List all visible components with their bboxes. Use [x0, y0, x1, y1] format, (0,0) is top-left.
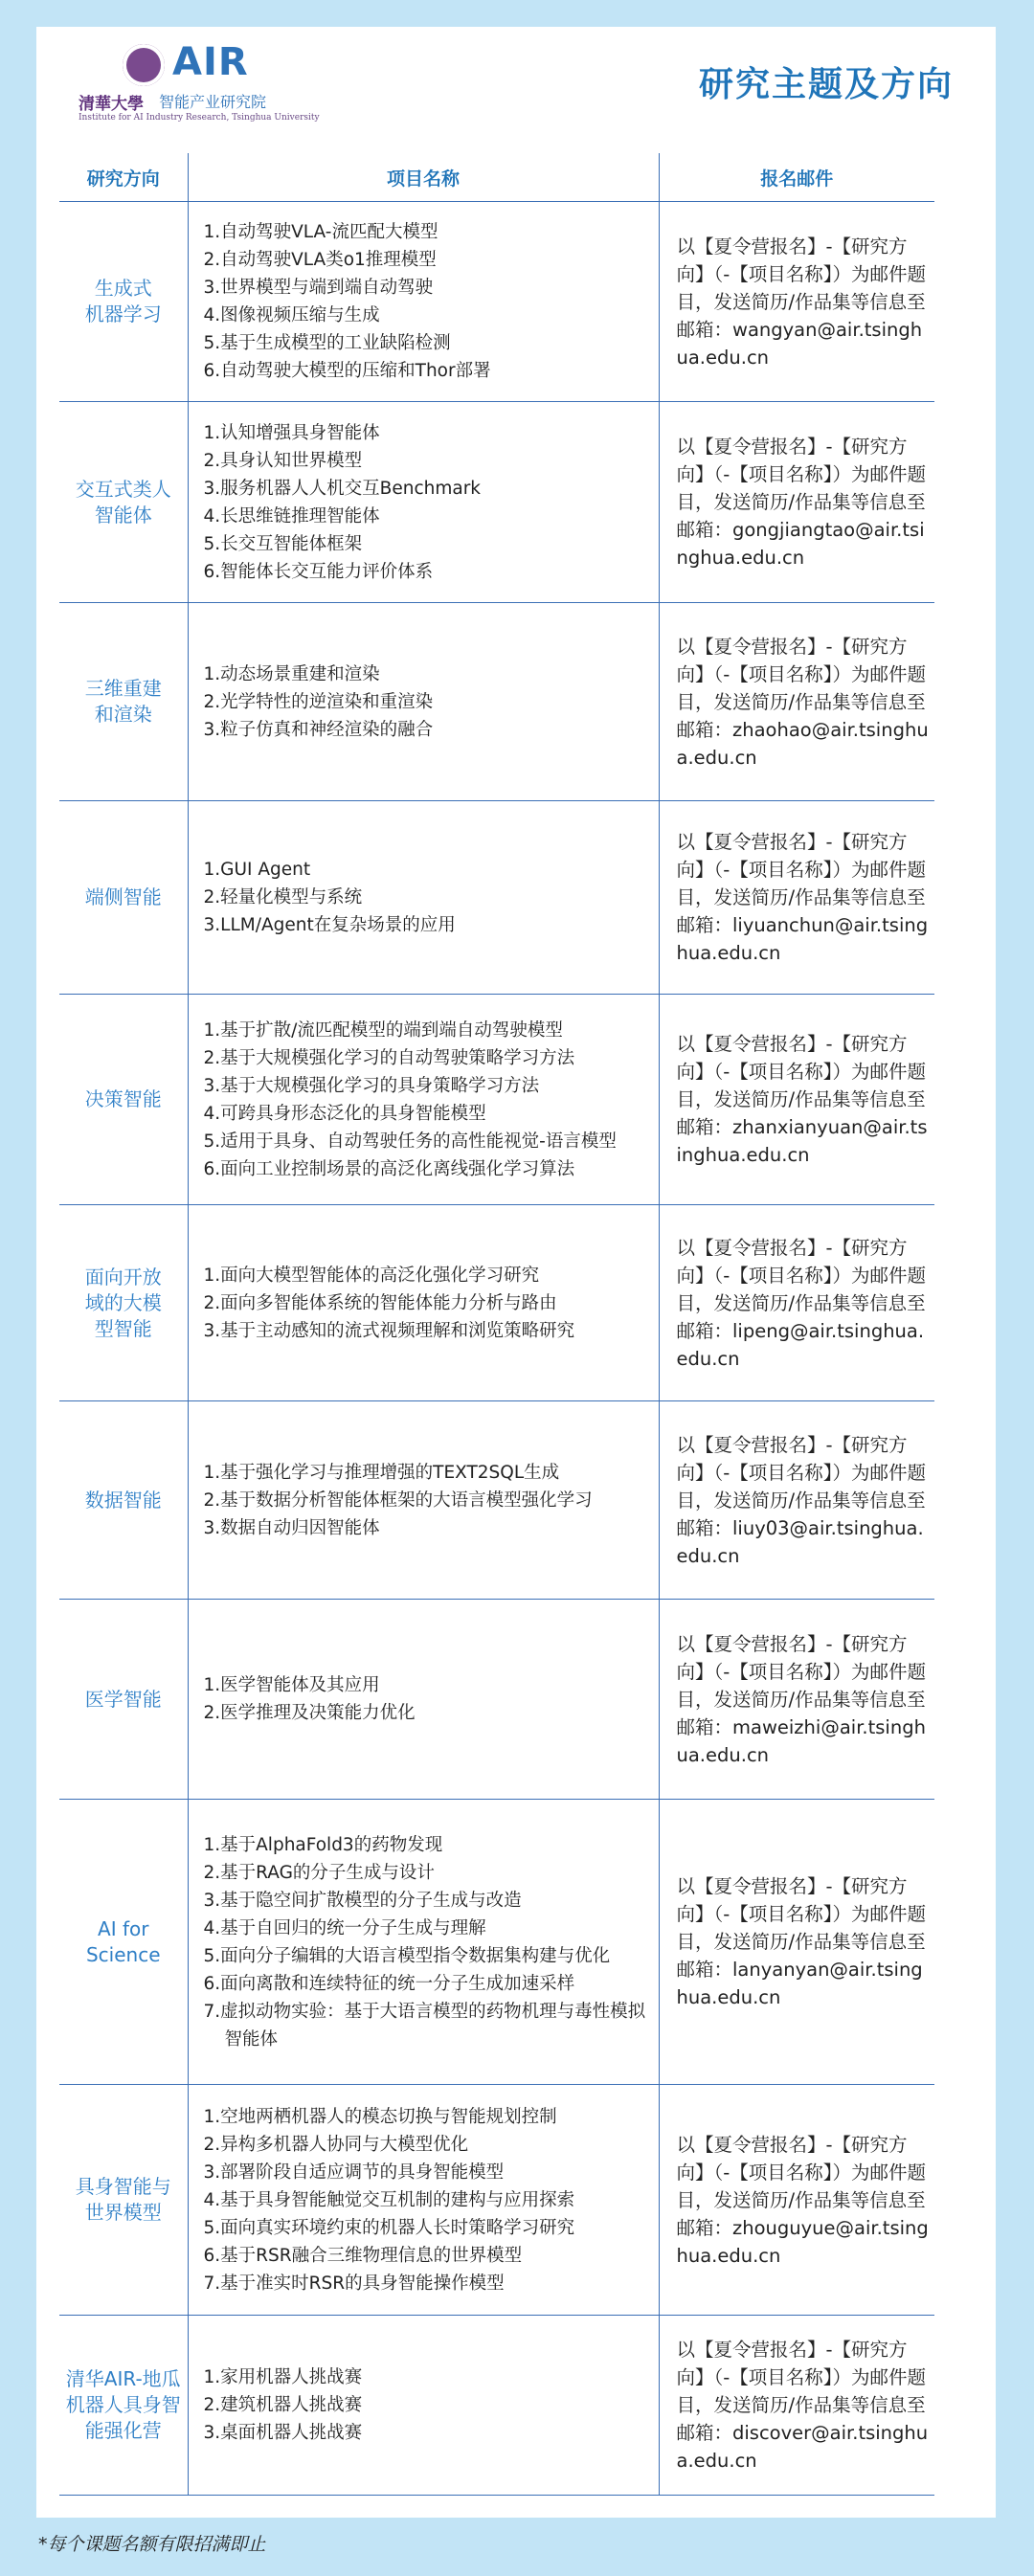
table-row: [59, 995, 934, 1205]
project-item: 2.面向多智能体系统的智能体能力分析与路由: [203, 1292, 557, 1313]
table-row: [59, 1600, 934, 1800]
project-item: 3.基于大规模强化学习的具身策略学习方法: [203, 1075, 540, 1096]
application-email-instructions: 以【夏令营报名】-【研究方向】（-【项目名称】）为邮件题目，发送简历/作品集等信息至邮箱：wangyan@air.tsinghua.edu.cn: [659, 202, 934, 402]
application-email-instructions: 以【夏令营报名】-【研究方向】（-【项目名称】）为邮件题目，发送简历/作品集等信息至邮箱：zhaohao@air.tsinghua.edu.cn: [659, 603, 934, 801]
project-item: 4.基于自回归的统一分子生成与理解: [203, 1917, 486, 1938]
project-item: 5.长交互智能体框架: [203, 533, 363, 554]
project-item: 5.面向分子编辑的大语言模型指令数据集构建与优化: [203, 1945, 611, 1966]
project-item: 1.GUI Agent: [203, 860, 311, 880]
project-item: 3.服务机器人人机交互Benchmark: [203, 478, 482, 499]
table-row: [59, 202, 934, 402]
application-email-instructions: 以【夏令营报名】-【研究方向】（-【项目名称】）为邮件题目，发送简历/作品集等信息至邮箱：maweizhi@air.tsinghua.edu.cn: [659, 1600, 934, 1800]
project-list: [189, 1831, 659, 2053]
table-row: [59, 1205, 934, 1401]
application-email-instructions: 以【夏令营报名】-【研究方向】（-【项目名称】）为邮件题目，发送简历/作品集等信息至邮箱：lanyanyan@air.tsinghua.edu.cn: [659, 1800, 934, 2085]
project-item: 3.数据自动归因智能体: [203, 1517, 380, 1538]
research-direction: 数据智能: [59, 1401, 188, 1600]
project-item: 6.基于RSR融合三维物理信息的世界模型: [203, 2245, 523, 2266]
project-item: 3.基于主动感知的流式视频理解和浏览策略研究: [203, 1320, 575, 1341]
table-row: [59, 2085, 934, 2316]
project-item: 3.部署阶段自适应调节的具身智能模型: [203, 2162, 505, 2183]
table-body: [59, 202, 934, 2496]
project-list-cell: [188, 402, 659, 603]
table-row: [59, 603, 934, 801]
project-item: 1.面向大模型智能体的高泛化强化学习研究: [203, 1265, 540, 1286]
project-list-cell: [188, 2316, 659, 2496]
project-item: 6.面向离散和连续特征的统一分子生成加速采样: [203, 1973, 575, 1994]
project-item: 3.粒子仿真和神经渲染的融合: [203, 719, 434, 740]
project-item: 2.异构多机器人协同与大模型优化: [203, 2134, 469, 2155]
research-direction: 决策智能: [59, 995, 188, 1205]
project-item: 6.面向工业控制场景的高泛化离线强化学习算法: [203, 1158, 575, 1179]
research-direction: 端侧智能: [59, 801, 188, 995]
project-item: 1.空地两栖机器人的模态切换与智能规划控制: [203, 2106, 557, 2127]
table-row: [59, 402, 934, 603]
research-direction: AI for Science: [59, 1800, 188, 2085]
project-item: 1.认知增强具身智能体: [203, 422, 380, 443]
project-list-cell: [188, 1600, 659, 1800]
application-email-instructions: 以【夏令营报名】-【研究方向】（-【项目名称】）为邮件题目，发送简历/作品集等信息至邮箱：zhanxianyuan@air.tsinghua.edu.cn: [659, 995, 934, 1205]
table-row: [59, 1800, 934, 2085]
project-list-cell: [188, 801, 659, 995]
project-item: 1.医学智能体及其应用: [203, 1675, 380, 1695]
application-email-instructions: 以【夏令营报名】-【研究方向】（-【项目名称】）为邮件题目，发送简历/作品集等信息至邮箱：lipeng@air.tsinghua.edu.cn: [659, 1205, 934, 1401]
logo-institute-cn: 智能产业研究院: [159, 93, 267, 111]
project-item: 2.具身认知世界模型: [203, 450, 363, 471]
application-email-instructions: 以【夏令营报名】-【研究方向】（-【项目名称】）为邮件题目，发送简历/作品集等信息至邮箱：discover@air.tsinghua.edu.cn: [659, 2316, 934, 2496]
footnote: *每个课题名额有限招满即止: [38, 2534, 266, 2555]
research-direction: 生成式 机器学习: [59, 202, 188, 402]
research-direction: 面向开放 域的大模 型智能: [59, 1205, 188, 1401]
project-item: 3.LLM/Agent在复杂场景的应用: [203, 915, 456, 935]
research-direction: 交互式类人 智能体: [59, 402, 188, 603]
application-email-instructions: 以【夏令营报名】-【研究方向】（-【项目名称】）为邮件题目，发送简历/作品集等信息至邮箱：gongjiangtao@air.tsinghua.edu.cn: [659, 402, 934, 603]
application-email-instructions: 以【夏令营报名】-【研究方向】（-【项目名称】）为邮件题目，发送简历/作品集等信息至邮箱：zhouguyue@air.tsinghua.edu.cn: [659, 2085, 934, 2316]
logo-university: 清華大學: [79, 95, 144, 114]
table-row: [59, 801, 934, 995]
column-header-project: 项目名称: [188, 153, 659, 202]
project-list-cell: [188, 1401, 659, 1600]
project-item: 1.自动驾驶VLA-流匹配大模型: [203, 222, 438, 242]
column-header-direction: 研究方向: [59, 153, 188, 202]
research-direction: 医学智能: [59, 1600, 188, 1800]
table-row: [59, 1401, 934, 1600]
project-list: [189, 1017, 659, 1183]
column-header-email: 报名邮件: [659, 153, 934, 202]
project-list: [189, 1671, 659, 1727]
project-item: 7.虚拟动物实验：基于大语言模型的药物机理与毒性模拟智能体: [203, 2001, 646, 2050]
project-list-cell: [188, 1800, 659, 2085]
project-item: 2.建筑机器人挑战赛: [203, 2395, 363, 2415]
research-topics-table: [59, 153, 934, 2496]
project-item: 1.基于AlphaFold3的药物发现: [203, 1834, 443, 1855]
project-item: 6.智能体长交互能力评价体系: [203, 561, 434, 582]
project-item: 4.可跨具身形态泛化的具身智能模型: [203, 1103, 486, 1124]
project-item: 1.家用机器人挑战赛: [203, 2367, 363, 2387]
project-item: 2.基于数据分析智能体框架的大语言模型强化学习: [203, 1490, 593, 1511]
project-item: 2.轻量化模型与系统: [203, 887, 363, 907]
project-item: 2.光学特性的逆渲染和重渲染: [203, 691, 434, 712]
project-item: 6.自动驾驶大模型的压缩和Thor部署: [203, 361, 491, 381]
research-direction: 清华AIR-地瓜 机器人具身智 能强化营: [59, 2316, 188, 2496]
research-direction: 具身智能与 世界模型: [59, 2085, 188, 2316]
logo-brand: AIR: [172, 40, 249, 84]
project-item: 2.基于RAG的分子生成与设计: [203, 1862, 435, 1883]
project-list: [189, 2363, 659, 2447]
project-item: 7.基于准实时RSR的具身智能操作模型: [203, 2273, 505, 2294]
project-list: [189, 661, 659, 744]
project-item: 1.基于强化学习与推理增强的TEXT2SQL生成: [203, 1462, 560, 1483]
logo-institute-en: Institute for AI Industry Research, Tsinghua University: [79, 113, 320, 123]
project-item: 1.基于扩散/流匹配模型的端到端自动驾驶模型: [203, 1019, 563, 1041]
research-direction: 三维重建 和渲染: [59, 603, 188, 801]
project-list-cell: [188, 2085, 659, 2316]
project-list: [189, 419, 659, 586]
project-item: 2.医学推理及决策能力优化: [203, 1703, 416, 1723]
project-list-cell: [188, 995, 659, 1205]
project-item: 5.适用于具身、自动驾驶任务的高性能视觉-语言模型: [203, 1131, 617, 1152]
project-item: 3.基于隐空间扩散模型的分子生成与改造: [203, 1890, 522, 1911]
project-list: [189, 1459, 659, 1542]
project-item: 4.长思维链推理智能体: [203, 505, 380, 526]
project-item: 5.基于生成模型的工业缺陷检测: [203, 333, 451, 353]
project-list-cell: [188, 1205, 659, 1401]
project-item: 3.世界模型与端到端自动驾驶: [203, 278, 434, 298]
project-list: [189, 218, 659, 385]
page-header: [36, 27, 996, 144]
project-list-cell: [188, 603, 659, 801]
table-row: [59, 2316, 934, 2496]
project-list-cell: [188, 202, 659, 402]
table-header-row: [59, 153, 934, 202]
project-item: 1.动态场景重建和渲染: [203, 663, 380, 684]
project-item: 3.桌面机器人挑战赛: [203, 2423, 363, 2443]
project-list: [189, 856, 659, 939]
project-item: 2.自动驾驶VLA类o1推理模型: [203, 250, 437, 270]
application-email-instructions: 以【夏令营报名】-【研究方向】（-【项目名称】）为邮件题目，发送简历/作品集等信息至邮箱：liuy03@air.tsinghua.edu.cn: [659, 1401, 934, 1600]
page-title: 研究主题及方向: [698, 65, 954, 104]
tsinghua-seal-icon: [123, 44, 165, 86]
project-list: [189, 2103, 659, 2297]
application-email-instructions: 以【夏令营报名】-【研究方向】（-【项目名称】）为邮件题目，发送简历/作品集等信息至邮箱：liyuanchun@air.tsinghua.edu.cn: [659, 801, 934, 995]
project-item: 2.基于大规模强化学习的自动驾驶策略学习方法: [203, 1047, 575, 1068]
project-list: [189, 1262, 659, 1345]
project-item: 5.面向真实环境约束的机器人长时策略学习研究: [203, 2217, 575, 2238]
project-item: 4.基于具身智能触觉交互机制的建构与应用探索: [203, 2189, 575, 2210]
project-item: 4.图像视频压缩与生成: [203, 305, 380, 325]
